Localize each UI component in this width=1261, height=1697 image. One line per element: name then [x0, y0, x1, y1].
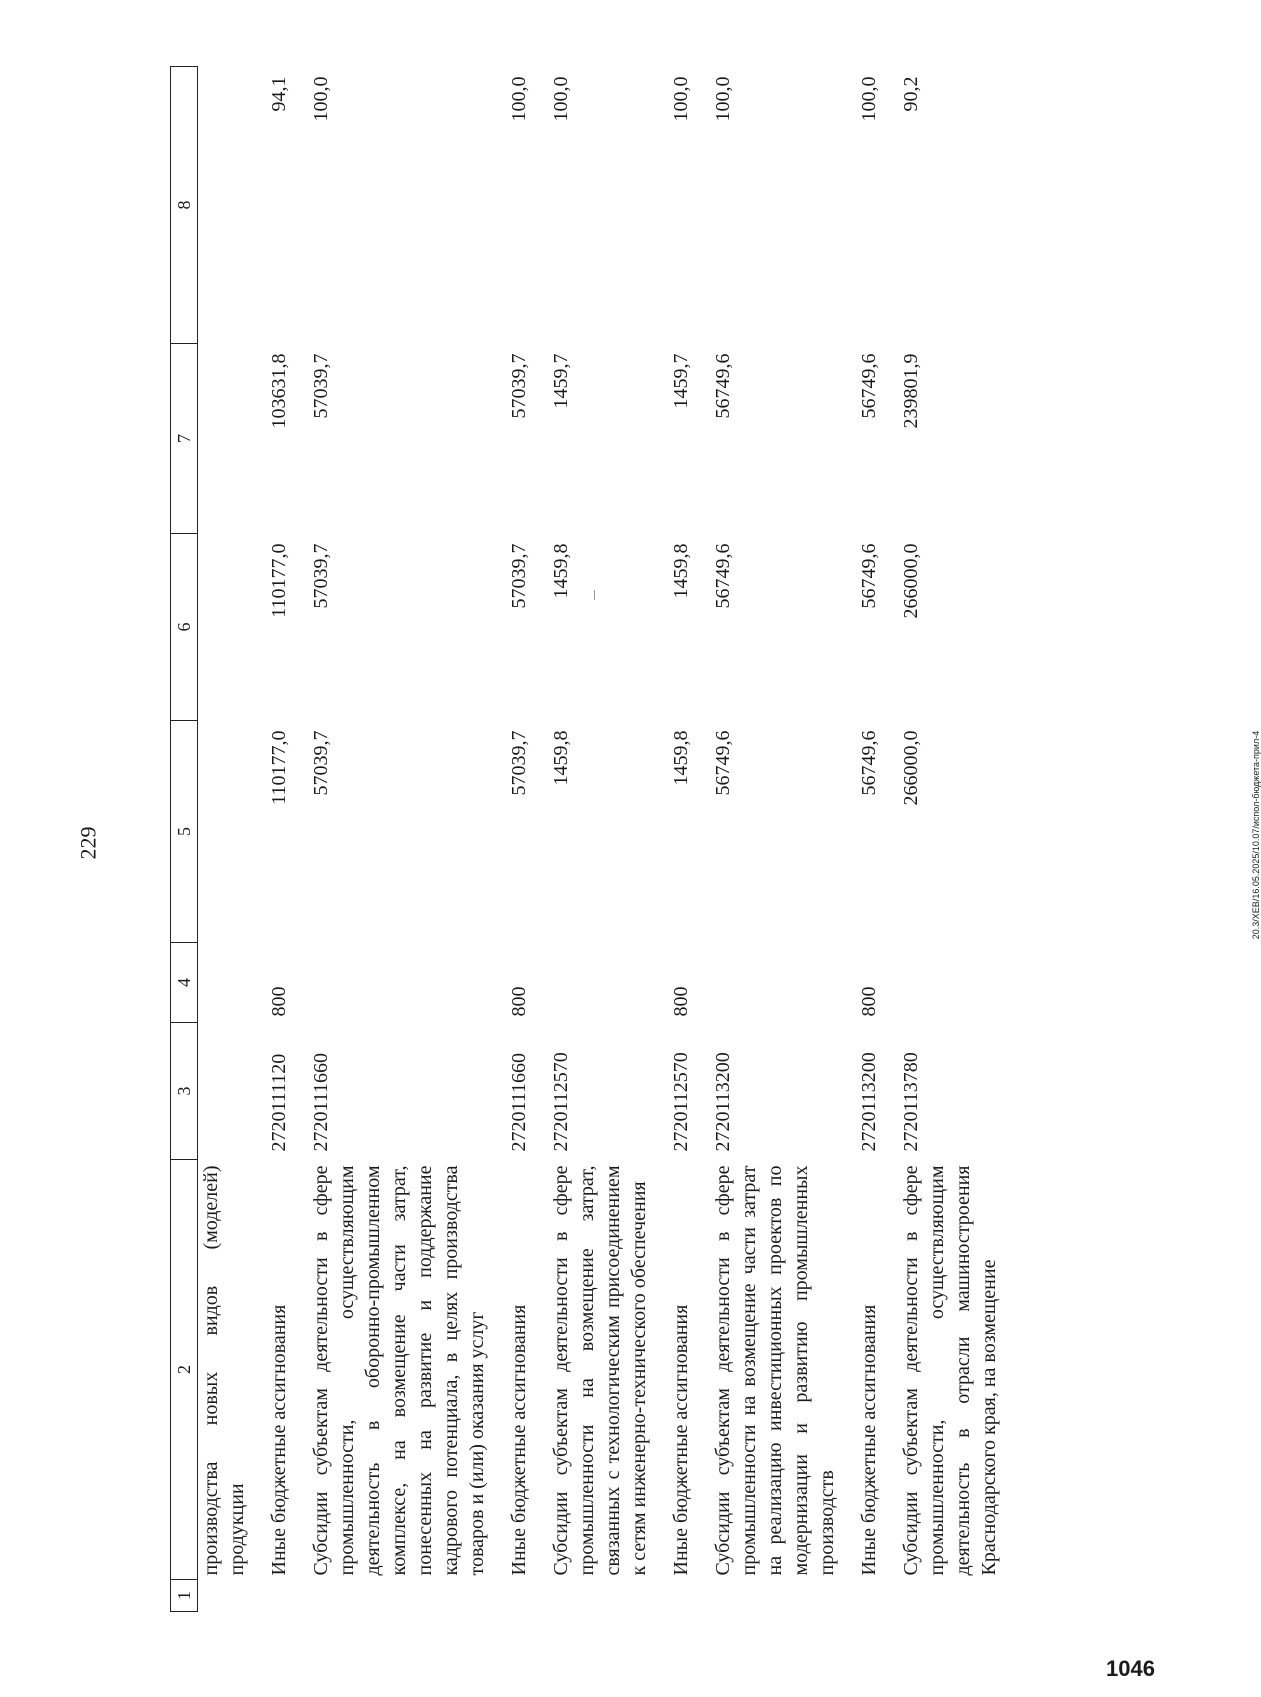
row-description: Иные бюджетные ассигнования — [268, 1304, 290, 1576]
row-description: Субсидии субъектам деятельности в сфере промышленности на возмещение части затрат на реализацию инвестиционных проектов по модернизации и развитию промышленных производств — [712, 1165, 838, 1576]
budget-table — [170, 66, 1002, 1612]
row-description: Субсидии субъектам деятельности в сфере промышленности на возмещение затрат, связанных с технологическим присоединением к сетям инженерно-технического обеспечения — [550, 1165, 650, 1576]
table-row — [856, 67, 882, 1612]
table-row — [308, 67, 490, 1612]
table-row — [266, 67, 292, 1612]
row-col8: 100,0 — [712, 76, 734, 122]
row-group — [898, 943, 1002, 1023]
row-col8: 100,0 — [508, 76, 530, 122]
row-col8: 94,1 — [268, 76, 290, 112]
table-row — [710, 67, 840, 1612]
row-group: 800 — [858, 986, 880, 1017]
row-col6 — [198, 534, 251, 721]
row-group: 800 — [508, 986, 530, 1017]
row-group: 800 — [268, 986, 290, 1017]
row-col5: 1459,8 — [550, 730, 572, 786]
row-code: 2720112570 — [550, 1052, 572, 1152]
row-col7: 239801,9 — [900, 353, 922, 429]
row-col5: 57039,7 — [508, 730, 530, 796]
row-group — [710, 943, 840, 1023]
header-col-3: 3 — [171, 1023, 198, 1160]
row-col6: 110177,0 — [268, 543, 290, 618]
row-col5 — [198, 721, 251, 943]
table-row — [668, 67, 694, 1612]
header-col-1: 1 — [171, 1580, 198, 1612]
row-col7: 57039,7 — [310, 353, 332, 419]
row-col6: 57039,7 — [310, 543, 332, 609]
row-code: 2720113200 — [712, 1052, 734, 1152]
row-col8: 100,0 — [858, 76, 880, 122]
row-description: Иные бюджетные ассигнования — [670, 1304, 692, 1576]
row-description: производства новых видов (моделей) продукции — [200, 1165, 248, 1576]
row-col5: 56749,6 — [712, 730, 734, 796]
table-row — [506, 67, 532, 1612]
row-code: 2720111120 — [268, 1053, 290, 1152]
header-row — [171, 67, 198, 1612]
row-col6: 1459,8 — [550, 543, 572, 599]
row-col5: 56749,6 — [858, 730, 880, 796]
header-col-8: 8 — [171, 67, 198, 344]
row-code: 2720113780 — [900, 1052, 922, 1152]
row-col7: 57039,7 — [508, 353, 530, 419]
row-col8 — [198, 67, 251, 344]
table-row — [898, 67, 1002, 1612]
row-description: Субсидии субъектам деятельности в сфере промышленности, осуществляющим деятельность в отрасли машиностроения Краснодарского края, на возмещение — [900, 1165, 1000, 1576]
row-code — [198, 1023, 251, 1160]
row-col7: 103631,8 — [268, 353, 290, 429]
row-code: 2720113200 — [858, 1052, 880, 1152]
row-description: Иные бюджетные ассигнования — [508, 1304, 530, 1576]
row-col7: 1459,7 — [550, 353, 572, 409]
rotated-table-container — [170, 67, 1070, 1612]
row-col8: 100,0 — [310, 76, 332, 122]
page-number: 229 — [75, 826, 101, 860]
row-code: 2720112570 — [670, 1052, 692, 1152]
header-col-5: 5 — [171, 721, 198, 943]
header-col-7: 7 — [171, 344, 198, 534]
header-col-4: 4 — [171, 943, 198, 1023]
header-col-2: 2 — [171, 1160, 198, 1580]
row-col8: 100,0 — [670, 76, 692, 122]
row-group — [308, 943, 490, 1023]
row-col7: 56749,6 — [858, 353, 880, 419]
sheet-number: 1046 — [1106, 1656, 1155, 1681]
row-col5: 266000,0 — [900, 730, 922, 806]
row-code: 2720111660 — [310, 1052, 332, 1152]
header-col-6: 6 — [171, 534, 198, 721]
footer-code: 20.3/ХЕВ/16.05.2025/10.07/испол-бюджета-прил-4 — [1251, 730, 1261, 940]
row-description: Иные бюджетные ассигнования — [858, 1304, 880, 1576]
row-group — [198, 943, 251, 1023]
row-col5: 1459,8 — [670, 730, 692, 786]
row-col5: 57039,7 — [310, 730, 332, 796]
row-col6: 57039,7 — [508, 543, 530, 609]
row-col7: 1459,7 — [670, 353, 692, 409]
table-row — [198, 67, 251, 1612]
row-col6: 1459,8 — [670, 543, 692, 599]
table-row — [548, 67, 652, 1612]
row-col6: 56749,6 — [858, 543, 880, 609]
row-code: 2720111660 — [508, 1052, 530, 1152]
row-col6: 56749,6 — [712, 543, 734, 609]
row-group: 800 — [670, 986, 692, 1017]
row-col7: 56749,6 — [712, 353, 734, 419]
row-group — [548, 943, 652, 1023]
row-col8: 90,2 — [900, 76, 922, 112]
row-col6: 266000,0 — [900, 543, 922, 619]
row-col5: 110177,0 — [268, 730, 290, 805]
row-col7 — [198, 344, 251, 534]
row-description: Субсидии субъектам деятельности в сфере промышленности, осуществляющим деятельность в оборонно-промышленном комплексе, на возмещение части затрат, понесенных на развитие и поддержание кадрового потенциала, в целях производства товаров и (или) оказания услуг — [310, 1165, 488, 1576]
row-col8: 100,0 — [550, 76, 572, 122]
